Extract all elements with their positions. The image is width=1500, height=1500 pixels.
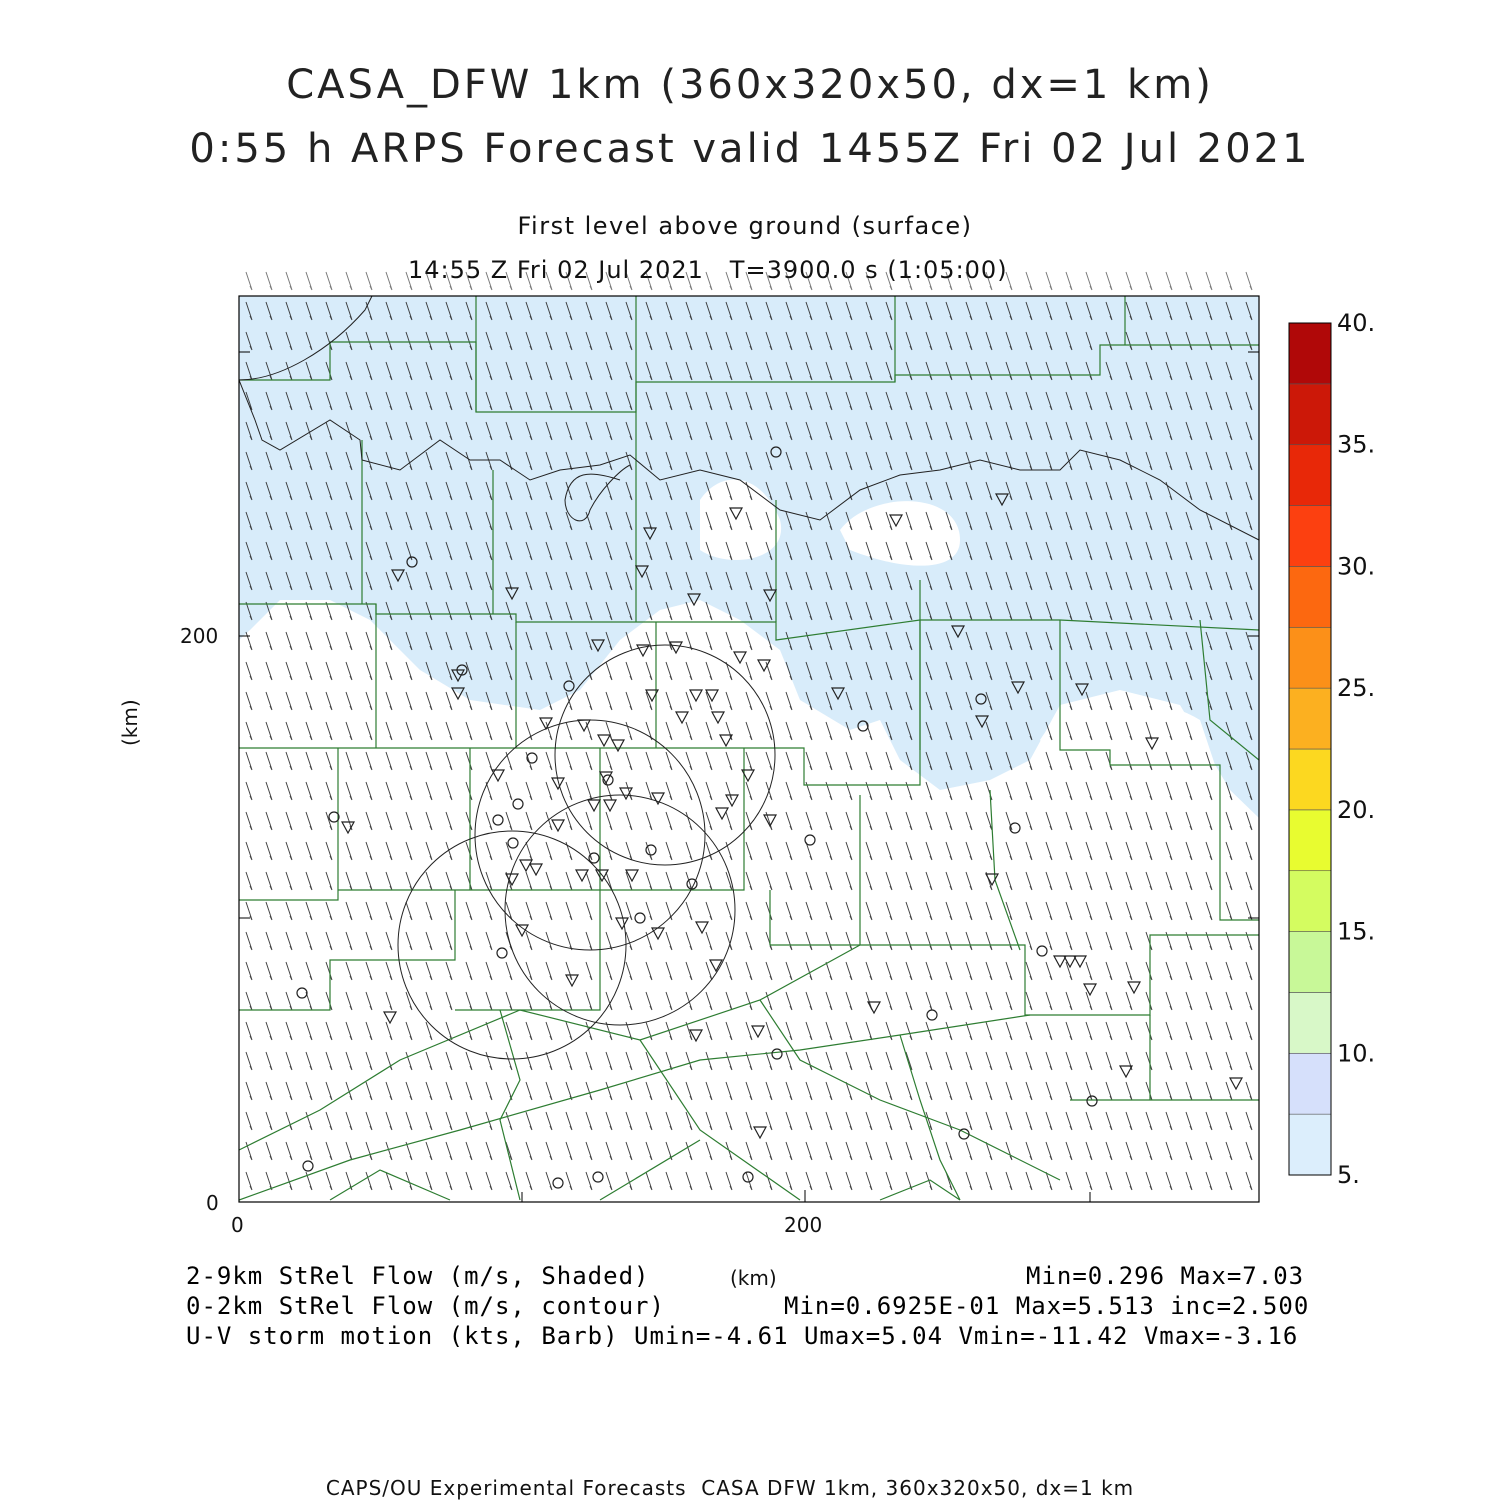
colorbar-label: 25. bbox=[1337, 674, 1376, 703]
colorbar-swatch bbox=[1289, 932, 1331, 993]
footer-credit: CAPS/OU Experimental Forecasts CASA DFW 1km, 360x320x50, dx=1 km bbox=[325, 1476, 1135, 1500]
y-tick-0: 0 bbox=[206, 1191, 219, 1215]
colorbar-swatch bbox=[1289, 445, 1331, 506]
wind-barb-field bbox=[239, 296, 1259, 1202]
colorbar-swatch bbox=[1289, 1053, 1331, 1114]
legend-barb-line: U-V storm motion (kts, Barb) Umin=-4.61 Umax=5.04 Vmin=-11.42 Vmax=-3.16 bbox=[186, 1322, 1299, 1350]
y-axis-label: (km) bbox=[118, 699, 142, 746]
colorbar-swatch bbox=[1289, 871, 1331, 932]
colorbar-swatch bbox=[1289, 506, 1331, 567]
x-tick-200: 200 bbox=[784, 1213, 823, 1237]
colorbar-swatch bbox=[1289, 810, 1331, 871]
colorbar-label: 30. bbox=[1337, 552, 1376, 581]
subtitle: First level above ground (surface) bbox=[517, 212, 973, 240]
legend-contour-label: 0-2km StRel Flow (m/s, contour) bbox=[186, 1292, 665, 1320]
colorbar-swatch bbox=[1289, 992, 1331, 1053]
colorbar bbox=[1289, 309, 1375, 1189]
title-line-1: CASA_DFW 1km (360x320x50, dx=1 km) bbox=[286, 62, 1214, 108]
colorbar-swatch bbox=[1289, 688, 1331, 749]
legend-contour-range: Min=0.6925E-01 Max=5.513 inc=2.500 bbox=[784, 1292, 1310, 1320]
colorbar-swatch bbox=[1289, 627, 1331, 688]
legend-shaded-range: Min=0.296 Max=7.03 bbox=[1026, 1262, 1305, 1290]
colorbar-swatch bbox=[1289, 749, 1331, 810]
legend-shaded-label: 2-9km StRel Flow (m/s, Shaded) bbox=[186, 1262, 650, 1290]
colorbar-label: 5. bbox=[1337, 1161, 1360, 1189]
colorbar-label: 15. bbox=[1337, 917, 1376, 946]
wind-barb-row-top bbox=[239, 268, 1259, 296]
colorbar-label: 35. bbox=[1337, 430, 1376, 459]
x-axis-unit: (km) bbox=[730, 1266, 777, 1290]
colorbar-label: 40. bbox=[1337, 309, 1376, 337]
colorbar-swatch bbox=[1289, 566, 1331, 627]
colorbar-swatch bbox=[1289, 384, 1331, 445]
y-tick-200: 200 bbox=[180, 624, 219, 648]
colorbar-swatch bbox=[1289, 1114, 1331, 1175]
x-tick-0: 0 bbox=[231, 1213, 244, 1237]
colorbar-label: 20. bbox=[1337, 795, 1376, 824]
colorbar-swatch bbox=[1289, 323, 1331, 384]
colorbar-label: 10. bbox=[1337, 1039, 1376, 1068]
title-line-2: 0:55 h ARPS Forecast valid 1455Z Fri 02 Jul 2021 bbox=[189, 126, 1311, 172]
